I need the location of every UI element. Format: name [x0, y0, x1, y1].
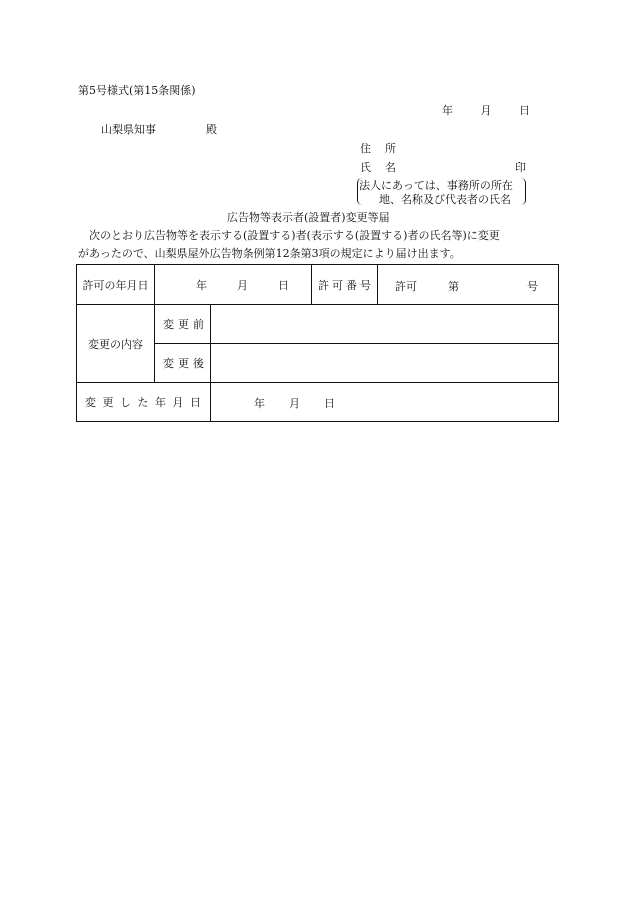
- seal-mark: 印: [515, 161, 526, 174]
- permit-date-value: [155, 277, 311, 293]
- permit-number-value: [378, 278, 558, 292]
- permit-date-value-cell: [155, 265, 312, 305]
- permit-date-year: 年: [196, 278, 207, 292]
- permit-number-char: 番: [346, 278, 357, 292]
- corporate-note-line2: 地、名称及び代表者の氏名: [379, 193, 511, 206]
- changed-date-month: 月: [289, 397, 300, 410]
- change-content-label: 変更の内容: [88, 337, 143, 351]
- corporate-note-line1: 法人にあっては、事務所の所在: [359, 179, 513, 192]
- name-label: [360, 162, 396, 173]
- changed-date-char: し: [120, 396, 131, 409]
- changed-date-label-cell: [77, 383, 211, 422]
- date-month: 月: [480, 104, 492, 117]
- after-label-char: 更: [178, 357, 189, 370]
- changed-date-char: 更: [102, 396, 114, 409]
- before-label-cell: [155, 305, 211, 344]
- permit-number-value-cell: [378, 265, 559, 305]
- address-label-char: 住: [360, 142, 371, 155]
- permit-number-ordinal: 第: [448, 279, 459, 293]
- document-title: 広告物等表示者(設置者)変更等届: [227, 211, 390, 224]
- permit-number-char: 号: [360, 278, 371, 292]
- form-number: 第5号様式(第15条関係): [78, 84, 196, 97]
- name-label-char: 氏: [360, 161, 371, 174]
- submission-date: [442, 105, 530, 116]
- changed-date-value-cell[interactable]: [211, 383, 559, 422]
- after-label-char: 後: [193, 357, 204, 370]
- changed-date-value: [211, 395, 558, 409]
- date-year: 年: [442, 104, 453, 117]
- after-label: [155, 355, 210, 371]
- permit-date-month: 月: [237, 278, 248, 292]
- change-content-label-cell: [77, 305, 155, 383]
- date-day: 日: [519, 104, 530, 117]
- name-label-char: 名: [385, 161, 396, 174]
- address-label: [360, 143, 396, 154]
- before-value-cell[interactable]: [211, 305, 559, 344]
- changed-date-char: 日: [190, 396, 201, 409]
- addressee-honorific: 殿: [206, 123, 217, 136]
- after-value-cell[interactable]: [211, 344, 559, 383]
- permit-number-prefix: 許可: [395, 279, 417, 293]
- permit-date-label-cell: [77, 265, 155, 305]
- permit-number-label: [312, 277, 377, 293]
- addressee-name: 山梨県知事: [101, 123, 156, 136]
- changed-date-char: 変: [85, 396, 96, 409]
- changed-date-char: 月: [172, 396, 184, 409]
- after-label-cell: [155, 344, 211, 383]
- before-label: [155, 316, 210, 332]
- address-label-char: 所: [385, 142, 396, 155]
- changed-date-char: た: [137, 396, 149, 409]
- permit-number-char: 可: [332, 278, 343, 292]
- body-line1: 次のとおり広告物等を表示する(設置する)者(表示する(設置する)者の氏名等)に変更: [89, 229, 500, 242]
- changed-date-label: [77, 394, 210, 410]
- permit-number-suffix: 号: [527, 279, 538, 293]
- form-table: [76, 264, 559, 422]
- before-label-char: 更: [178, 318, 189, 331]
- permit-number-char: 許: [318, 278, 329, 292]
- after-label-char: 変: [163, 357, 174, 370]
- body-line2: があったので、山梨県屋外広告物条例第12条第3項の規定により届け出ます。: [78, 247, 461, 260]
- changed-date-year: 年: [254, 397, 265, 410]
- before-label-char: 変: [163, 318, 174, 331]
- changed-date-char: 年: [155, 396, 166, 409]
- permit-date-day: 日: [278, 278, 289, 292]
- permit-date-label: 許可の年月日: [82, 278, 149, 292]
- changed-date-day: 日: [324, 397, 335, 410]
- before-label-char: 前: [193, 318, 204, 331]
- permit-number-label-cell: [312, 265, 378, 305]
